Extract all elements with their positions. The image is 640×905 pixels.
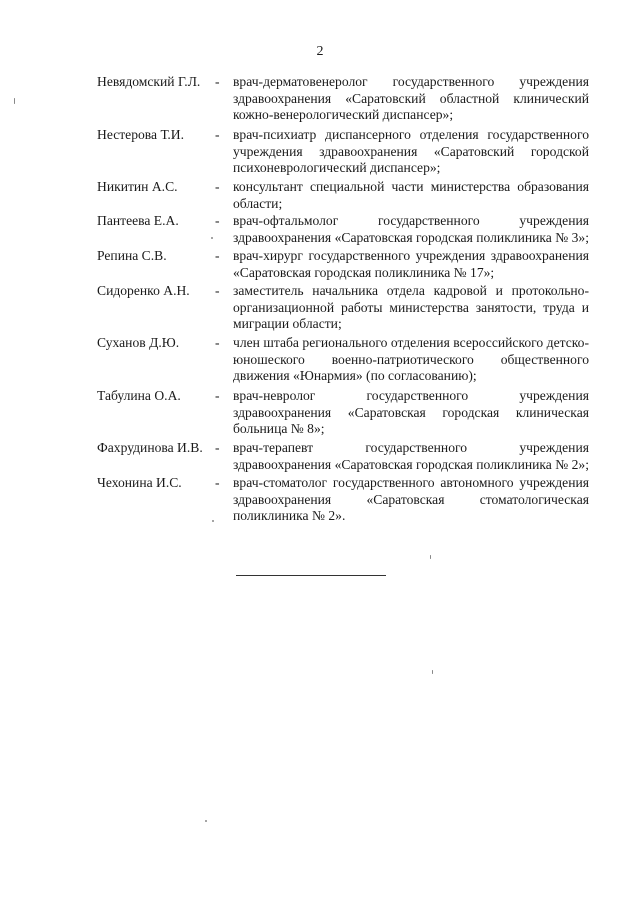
list-item xyxy=(97,248,589,281)
dash-separator: - xyxy=(215,127,220,142)
member-name: Суханов Д.Ю. xyxy=(97,335,180,350)
scan-speck xyxy=(432,670,433,674)
member-name: Пантеева Е.А. xyxy=(97,213,179,228)
scan-speck xyxy=(430,555,431,559)
dash-separator: - xyxy=(215,283,220,298)
scan-speck xyxy=(212,520,214,522)
member-name: Нестерова Т.И. xyxy=(97,127,185,142)
member-name: Чехонина И.С. xyxy=(97,475,182,490)
page-number: 2 xyxy=(316,44,324,59)
list-item xyxy=(97,388,589,438)
list-item xyxy=(97,213,589,246)
member-name: Невядомский Г.Л. xyxy=(97,74,201,89)
member-position: врач-офтальмолог государственного учреждения здравоохранения «Саратовская городская поликлиника № 3»; xyxy=(233,213,589,245)
scan-speck xyxy=(205,820,207,822)
dash-separator: - xyxy=(215,475,220,490)
dash-separator: - xyxy=(215,335,220,350)
list-item xyxy=(97,475,589,525)
member-name: Репина С.В. xyxy=(97,248,167,263)
member-position: врач-терапевт государственного учреждения здравоохранения «Саратовская городская поликлиника № 2»; xyxy=(233,440,589,472)
dash-separator: - xyxy=(215,388,220,403)
member-name: Сидоренко А.Н. xyxy=(97,283,190,298)
dash-separator: - xyxy=(215,213,220,228)
member-position: врач-дерматовенеролог государственного учреждения здравоохранения «Саратовский областной клинический кожно-венерологический диспансер»; xyxy=(233,74,589,123)
list-item xyxy=(97,283,589,333)
scan-speck xyxy=(211,237,213,239)
scan-speck xyxy=(14,98,15,104)
member-position: врач-хирург государственного учреждения здравоохранения «Саратовская городская поликлиника № 17»; xyxy=(233,248,589,280)
member-name: Никитин А.С. xyxy=(97,179,178,194)
dash-separator: - xyxy=(215,179,220,194)
closing-divider xyxy=(236,575,386,576)
member-position: консультант специальной части министерства образования области; xyxy=(233,179,589,211)
member-name: Табулина О.А. xyxy=(97,388,181,403)
dash-separator: - xyxy=(215,440,220,455)
list-item xyxy=(97,127,589,177)
list-item xyxy=(97,440,589,473)
list-item xyxy=(97,74,589,124)
member-position: врач-стоматолог государственного автономного учреждения здравоохранения «Саратовская стоматологическая поликлиника № 2». xyxy=(233,475,589,524)
member-position: заместитель начальника отдела кадровой и протокольно-организационной работы министерства занятости, труда и миграции области; xyxy=(233,283,589,332)
dash-separator: - xyxy=(215,248,220,263)
member-position: врач-психиатр диспансерного отделения государственного учреждения здравоохранения «Саратовский городской психоневрологический диспансер»; xyxy=(233,127,589,176)
member-name: Фахрудинова И.В. xyxy=(97,440,203,455)
member-position: член штаба регионального отделения всероссийского детско-юношеского военно-патриотического общественного движения «Юнармия» (по согласованию); xyxy=(233,335,589,384)
dash-separator: - xyxy=(215,74,220,89)
list-item xyxy=(97,179,589,212)
list-item xyxy=(97,335,589,385)
member-position: врач-невролог государственного учреждения здравоохранения «Саратовская городская клиническая больница № 8»; xyxy=(233,388,589,437)
